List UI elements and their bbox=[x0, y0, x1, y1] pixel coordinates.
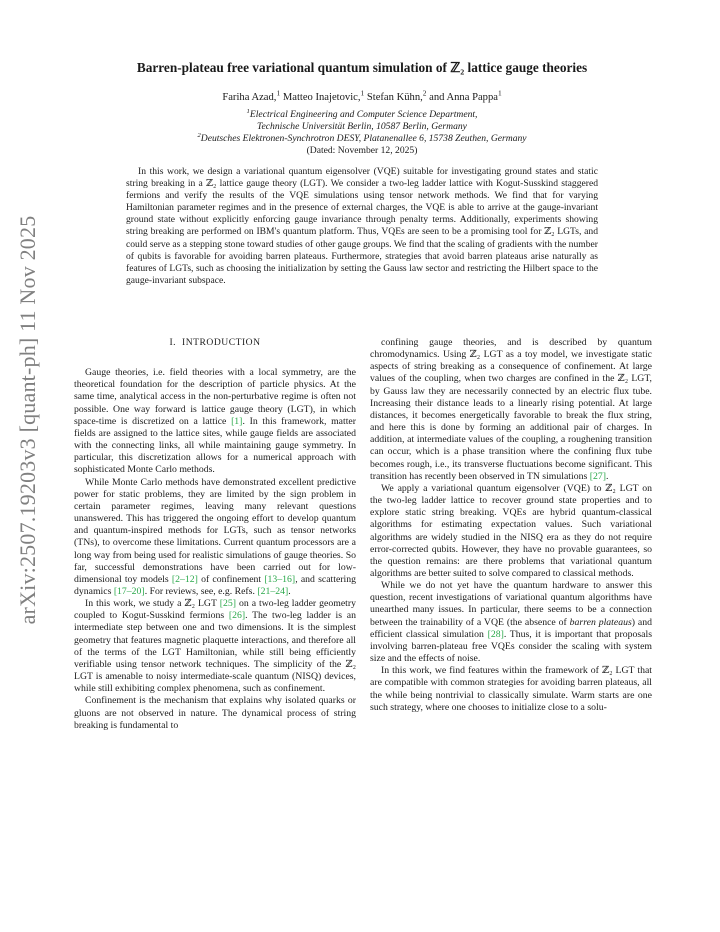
text-run: on a two-leg ladder geometry coupled to Kogut-Susskind fermions bbox=[74, 598, 356, 622]
body-paragraph bbox=[74, 367, 356, 476]
text-run: . bbox=[605, 470, 609, 482]
author-list bbox=[60, 88, 664, 104]
text-run: . For reviews, see, e.g. Refs. bbox=[144, 585, 258, 597]
emphasized-term: barren plateaus bbox=[569, 616, 632, 628]
right-column bbox=[370, 337, 652, 714]
body-paragraph bbox=[74, 695, 356, 731]
citation-link[interactable]: [26] bbox=[228, 610, 246, 622]
citation-link[interactable]: [17–20] bbox=[113, 585, 145, 597]
left-body bbox=[74, 367, 356, 732]
text-run: confining gauge theories, and is described by quantum chromodynamics. Using ℤ₂ LGT as a toy model, we investigate static aspects of string breaking as a consequence of confinement. At large values of the coupling, when two charges are confined in the ℤ₂ LGT, by Gauss law they are necessarily connected by an electric flux tube. Increasing their distance leads to a linearly rising potential. At large distances, it becomes energetically favorable to break the flux string, and here this is done by forming an additional pair of charges. In addition, at intermediate values of the coupling, a roughening transition can occur, which is a phase transition where the confining flux tube becomes rough, i.e., its transverse fluctuations become significant. This transition has recently been observed in TN simulations bbox=[370, 337, 652, 482]
body-paragraph bbox=[370, 665, 652, 714]
abstract: In this work, we design a variational quantum eigensolver (VQE) suitable for investigating ground states and static string breaking in a ℤ₂ lattice gauge theory (LGT). We consider a two-leg ladder lattice with Kogut-Susskind staggered fermions and verify the results of the VQE simulations using tensor network methods. We find that for varying Hamiltonian parameter regimes and in the presence of external charges, the VQE is able to arrive at the gauge-invariant ground state without explicitly enforcing gauge invariance through penalty terms. Additionally, experiments showing string breaking are performed on IBM's quantum platform. Thus, VQEs are seen to be a promising tool for ℤ₂ LGTs, and could serve as a stepping stone toward studies of other gauge groups. We find that the scaling of gradients with the number of qubits is favorable for avoiding barren plateaus. Furthermore, strategies that avoid barren plateaus arise naturally as features of LGTs, such as choosing the initialization by setting the Gauss law sector and restricting the Hilbert space to the gauge-invariant subspace. bbox=[126, 166, 598, 286]
text-run: While Monte Carlo methods have demonstrated excellent predictive power for static problems, they are limited by the sign problem in certain parameter regimes, leaving many relevant questions unanswered. This has triggered the ongoing effort to develop quantum and quantum-inspired methods for LGTs, such as tensor networks (TNs), to overcome these limitations. Current quantum processors are a long way from being used for realistic simulations of gauge theories. So far, successful demonstrations have been carried out for low-dimensional toy models bbox=[74, 476, 356, 585]
author: and Anna Pappa$^1$ bbox=[429, 88, 502, 103]
paper-title: Barren-plateau free variational quantum simulation of ℤ₂ lattice gauge theories bbox=[136, 60, 588, 75]
text-run: . The two-leg ladder is an intermediate step between one and two dimensions. It is the simplest geometry that features magnetic plaquette interactions, and therefore all of the terms of the LGT Hamiltonian, while still being efficiently verifiable using tensor network techniques. The simplicity of the ℤ₂ LGT is amenable to noisy intermediate-scale quantum (NISQ) devices, while still exhibiting complex phenomena, such as confinement. bbox=[74, 610, 356, 695]
body-paragraph bbox=[74, 477, 356, 599]
affiliation-line: $^1$Electrical Engineering and Computer Science Department, bbox=[246, 107, 478, 120]
section-heading bbox=[74, 337, 356, 349]
text-run: of confinement bbox=[197, 573, 265, 585]
citation-link[interactable]: [28] bbox=[487, 628, 504, 640]
text-run: . Thus, it is important that proposals involving barren-plateau free VQEs consider the scaling with system size and the effects of noise. bbox=[370, 628, 652, 665]
author: Fariha Azad,$^1$ bbox=[222, 88, 281, 103]
dated-line: (Dated: November 12, 2025) bbox=[306, 145, 418, 156]
arxiv-identifier-stamp bbox=[8, 190, 48, 650]
arxiv-identifier-text: arXiv:2507.19203v3 [quant-ph] 11 Nov 2025 bbox=[15, 215, 40, 625]
body-paragraph bbox=[370, 337, 652, 483]
text-run: In this work, we find features within the framework of ℤ₂ LGT that are compatible with common strategies for avoiding barren plateaus, all the while being nontrivial to classically simulate. Warm starts are one such strategy, where one chooses to initialize close to a solu- bbox=[370, 665, 652, 713]
body-paragraph bbox=[370, 580, 652, 665]
author: Matteo Inajetovic,$^1$ bbox=[282, 88, 365, 103]
affiliations bbox=[60, 109, 664, 157]
citation-link[interactable]: [2–12] bbox=[171, 573, 198, 585]
text-run: Gauge theories, i.e. field theories with a local symmetry, are the theoretical foundation for the description of particle physics. At the same time, analytical access in the non-perturbative regime is often not possible. One way forward is lattice gauge theory (LGT), in which space-time is discretized on a lattice bbox=[74, 367, 356, 427]
text-run: While we do not yet have the quantum hardware to answer this question, recent investigations of variational quantum algorithms have unearthed many issues. In particular, there seems to be a connection between the trainability of a VQE (the absence of bbox=[370, 580, 652, 628]
citation-link[interactable]: [21–24] bbox=[257, 585, 289, 597]
text-run: , and scattering dynamics bbox=[74, 573, 356, 597]
citation-link[interactable]: [13–16] bbox=[264, 573, 296, 585]
affiliation-line: Technische Universität Berlin, 10587 Berlin, Germany bbox=[257, 121, 467, 132]
text-run: We apply a variational quantum eigensolver (VQE) to ℤ₂ LGT on the two-leg ladder lattice to recover ground state properties and to explore static string breaking. VQEs are hybrid quantum-classical algorithms for estimating expectation values. Such variational algorithms are widely studied in the NISQ era as they do not require error-corrected qubits. However, they have no provable guarantees, so the question remains: are there problems that variational quantum algorithms are better suited to solve compared to classical methods. bbox=[370, 482, 652, 579]
affiliation-line: $^2$Deutsches Elektronen-Synchrotron DESY, Platanenallee 6, 15738 Zeuthen, Germany bbox=[197, 131, 527, 144]
section-title: INTRODUCTION bbox=[182, 337, 261, 348]
text-run: . In this framework, matter fields are assigned to the lattice sites, while gauge fields are associated with the connecting links, all while maintaining gauge symmetry. In particular, this discretization allows for a numerical approach with sophisticated Monte Carlo methods. bbox=[74, 415, 356, 476]
citation-link[interactable]: [27] bbox=[589, 470, 606, 482]
text-run: . bbox=[288, 585, 291, 597]
right-body bbox=[370, 337, 652, 714]
text-run: In this work, we study a ℤ₂ LGT bbox=[85, 598, 220, 610]
body-paragraph bbox=[74, 598, 356, 695]
text-run: ) and efficient classical simulation bbox=[370, 616, 652, 640]
citation-link[interactable]: [1] bbox=[231, 415, 243, 427]
citation-link[interactable]: [25] bbox=[219, 598, 236, 610]
left-column bbox=[74, 337, 356, 732]
text-run: Confinement is the mechanism that explains why isolated quarks or gluons are not observed in nature. The dynamical process of string breaking is fundamental to bbox=[74, 695, 356, 731]
body-paragraph bbox=[370, 483, 652, 580]
section-number: I. bbox=[169, 337, 177, 348]
author: Stefan Kühn,$^2$ bbox=[366, 88, 427, 103]
